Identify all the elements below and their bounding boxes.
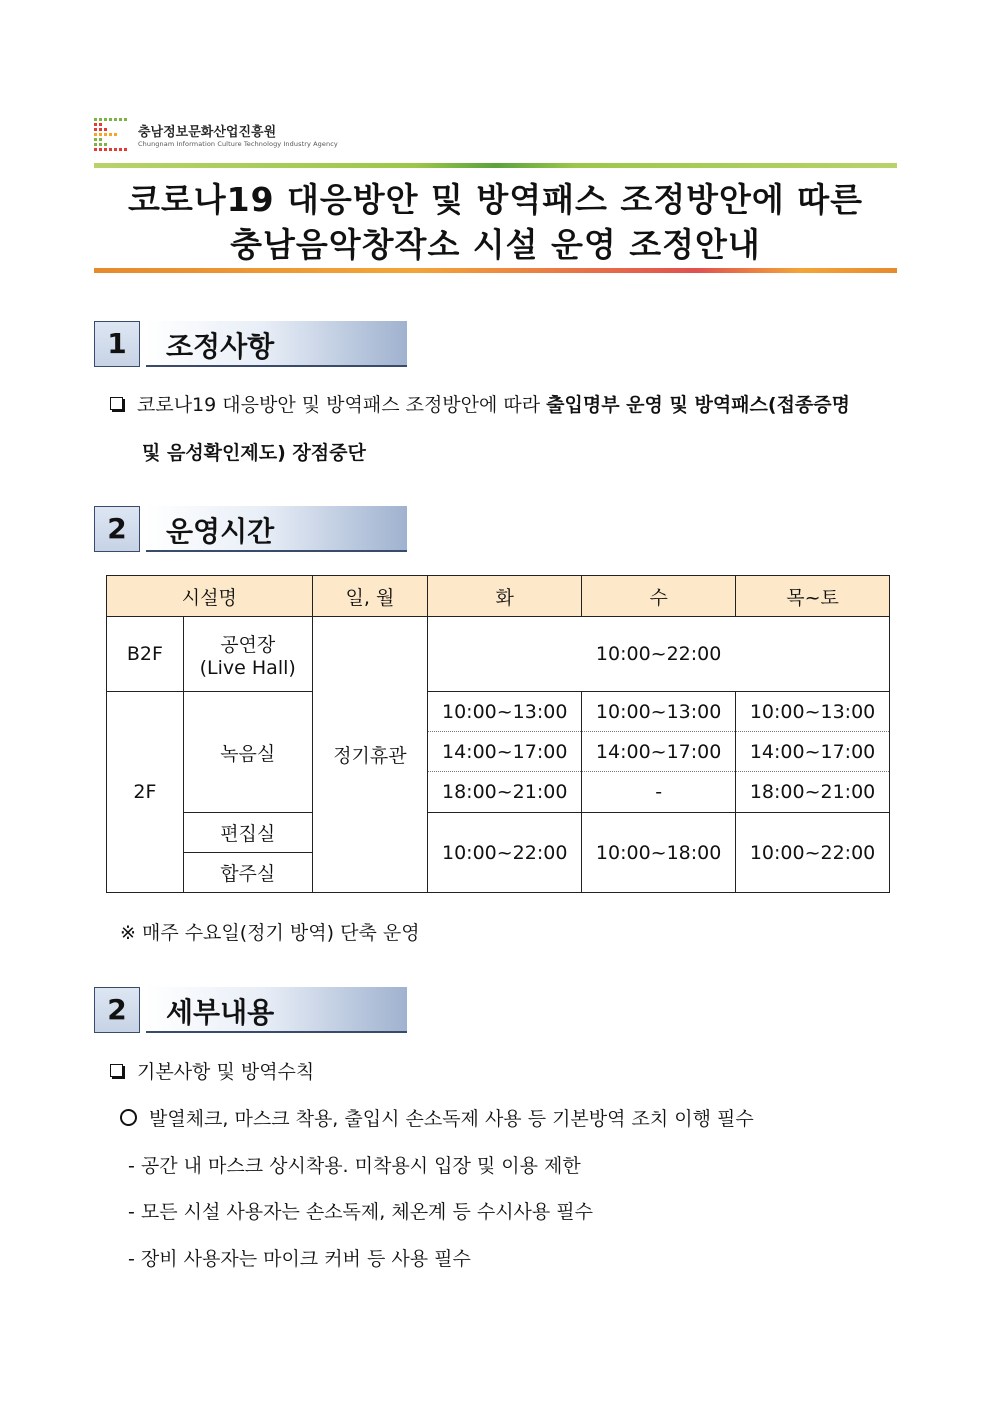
hours-cell: 14:00~17:00 bbox=[736, 732, 890, 772]
hours-cell: 18:00~21:00 bbox=[736, 772, 890, 813]
section1-line-2 bbox=[142, 438, 366, 465]
agency-logo-mark-icon bbox=[94, 118, 130, 156]
header-wed: 수 bbox=[582, 576, 736, 617]
checkbox-square-icon bbox=[110, 397, 123, 410]
header-facility: 시설명 bbox=[107, 576, 313, 617]
document-title-line-1: 코로나19 대응방안 및 방역패스 조정방안에 따른 bbox=[127, 180, 864, 219]
hours-cell: 10:00~13:00 bbox=[428, 692, 582, 732]
section-title: 세부내용 bbox=[166, 996, 275, 1029]
floor-2f: 2F bbox=[107, 692, 184, 893]
floor-b2f: B2F bbox=[107, 617, 184, 692]
title-top-rule bbox=[94, 163, 897, 168]
rooms-hours-thu-sat: 10:00~22:00 bbox=[736, 813, 890, 893]
section3-item-1: - 공간 내 마스크 상시착용. 미착용시 입장 및 이용 제한 bbox=[128, 1155, 581, 1177]
section3-item-3: - 장비 사용자는 마이크 커버 등 사용 필수 bbox=[128, 1248, 471, 1270]
agency-name-english: Chungnam Information Culture Technology Industry Agency bbox=[138, 140, 338, 148]
hours-cell: - bbox=[582, 772, 736, 813]
section1-text: 코로나19 대응방안 및 방역패스 조정방안에 따라 bbox=[137, 394, 547, 416]
hours-cell: 10:00~13:00 bbox=[582, 692, 736, 732]
hours-cell: 14:00~17:00 bbox=[428, 732, 582, 772]
section-title: 조정사항 bbox=[166, 330, 275, 363]
section3-bullet bbox=[120, 1104, 754, 1131]
hours-cell: 10:00~13:00 bbox=[736, 692, 890, 732]
schedule-note: ※ 매주 수요일(정기 방역) 단축 운영 bbox=[120, 922, 420, 944]
section-header-3 bbox=[94, 987, 407, 1033]
section-title: 운영시간 bbox=[166, 515, 275, 548]
live-hall-hours: 10:00~22:00 bbox=[428, 617, 890, 692]
table-row bbox=[107, 813, 890, 853]
hours-cell: 14:00~17:00 bbox=[582, 732, 736, 772]
section1-line-1 bbox=[110, 390, 850, 417]
rooms-hours-tue: 10:00~22:00 bbox=[428, 813, 582, 893]
section3-item-2: - 모든 시설 사용자는 손소독제, 체온계 등 수시사용 필수 bbox=[128, 1201, 594, 1223]
header-sun-mon: 일, 월 bbox=[312, 576, 428, 617]
facility-live-hall bbox=[183, 617, 312, 692]
facility-editing: 편집실 bbox=[183, 813, 312, 853]
section-header-2 bbox=[94, 506, 407, 552]
section1-bold-text-cont: 및 음성확인제도) 장점중단 bbox=[142, 442, 366, 464]
checkbox-square-icon bbox=[110, 1064, 123, 1077]
section3-heading-text: 기본사항 및 방역수칙 bbox=[137, 1061, 315, 1083]
agency-logo bbox=[94, 118, 354, 158]
section-number: 2 bbox=[94, 987, 140, 1033]
facility-name-en: (Live Hall) bbox=[199, 656, 296, 679]
table-row bbox=[107, 692, 890, 732]
section3-heading bbox=[110, 1057, 314, 1084]
rooms-hours-wed: 10:00~18:00 bbox=[582, 813, 736, 893]
operating-hours-table bbox=[106, 575, 890, 893]
facility-ensemble: 합주실 bbox=[183, 853, 312, 893]
facility-recording: 녹음실 bbox=[183, 692, 312, 813]
section-header-1 bbox=[94, 321, 407, 367]
section1-bold-text: 출입명부 운영 및 방역패스(접종증명 bbox=[546, 394, 850, 416]
agency-name-korean: 충남정보문화산업진흥원 bbox=[138, 125, 277, 140]
table-row bbox=[107, 617, 890, 692]
circle-bullet-icon bbox=[120, 1109, 137, 1126]
header-thu-sat: 목~토 bbox=[736, 576, 890, 617]
document-title-line-2: 충남음악창작소 시설 운영 조정안내 bbox=[230, 225, 761, 264]
section3-bullet-text: 발열체크, 마스크 착용, 출입시 손소독제 사용 등 기본방역 조치 이행 필수 bbox=[149, 1108, 754, 1130]
closed-days: 정기휴관 bbox=[312, 617, 428, 893]
title-bottom-rule bbox=[94, 268, 897, 273]
section-number: 1 bbox=[94, 321, 140, 367]
header-tue: 화 bbox=[428, 576, 582, 617]
hours-cell: 18:00~21:00 bbox=[428, 772, 582, 813]
facility-name: 공연장 bbox=[220, 633, 276, 656]
table-header-row bbox=[107, 576, 890, 617]
section-number: 2 bbox=[94, 506, 140, 552]
